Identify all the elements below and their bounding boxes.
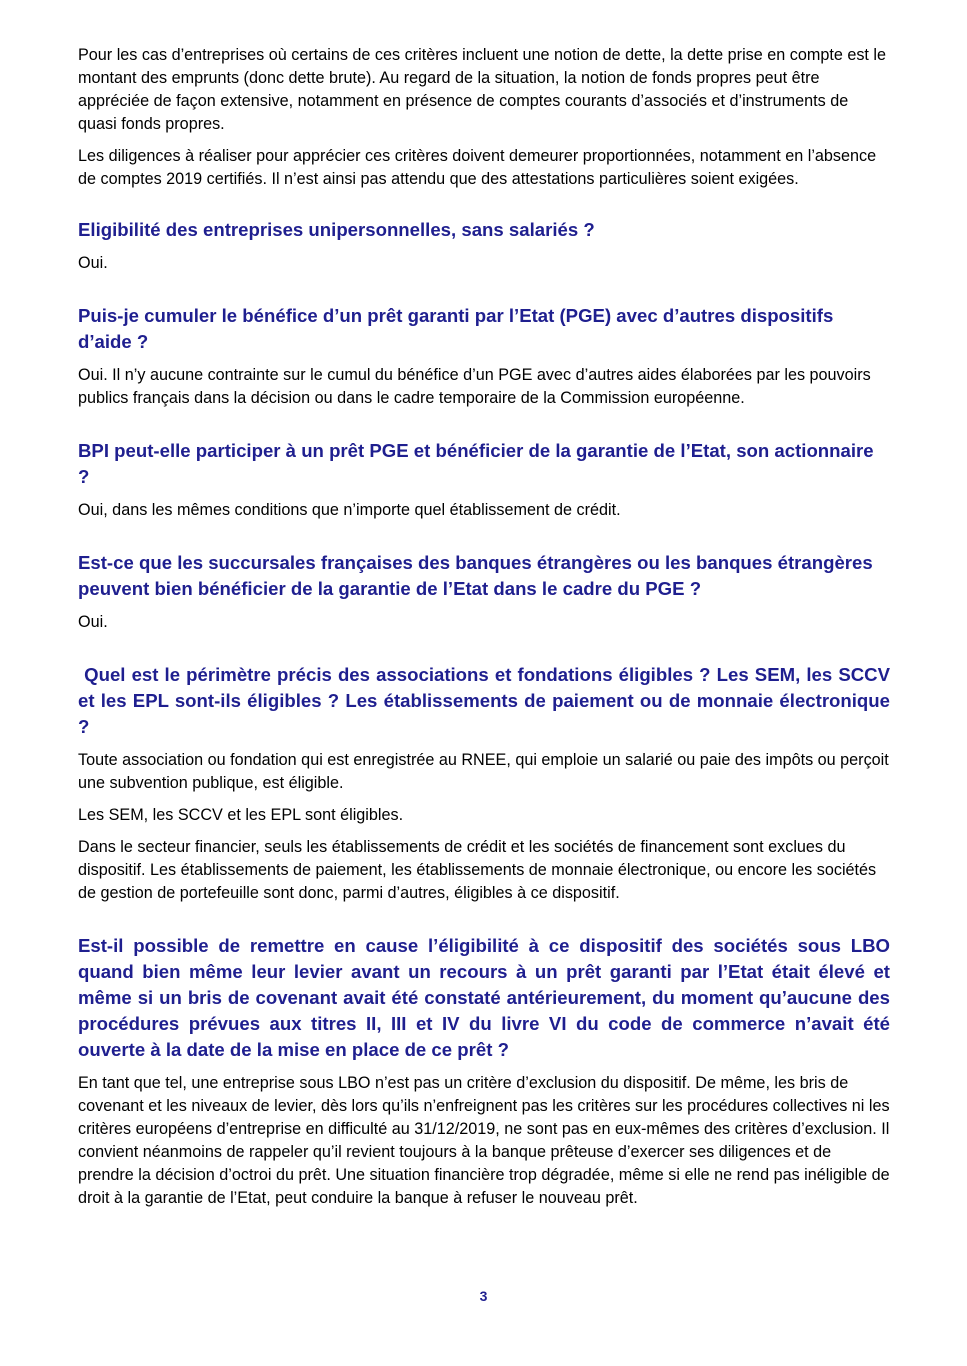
answer-succursales: Oui. [78,613,108,631]
answer-entreprises-unipersonnelles: Oui. [78,254,108,272]
paragraph-dette: Pour les cas d’entreprises où certains de ces critères incluent une notion de dette, la dette prise en compte est le montant des emprunts (donc dette brute). Au regard de la situation, la notion de fonds propres peut être appréciée de façon extensive, notamment en présence de comptes courants d’associés et d’instruments de quasi fonds propres. [78,46,887,133]
paragraph-diligences: Les diligences à réaliser pour apprécier ces critères doivent demeurer proportionnées, notamment en l’absence de comptes 2019 certifiés. Il n’est ainsi pas attendu que des attestations particulières soient exigées. [78,147,877,188]
page-number: 3 [479,1288,488,1304]
question-bpi: BPI peut-elle participer à un prêt PGE et bénéficier de la garantie de l’Etat, son actionnaire ? [78,440,874,487]
answer-cumul-pge: Oui. Il n’y aucune contrainte sur le cumul du bénéfice d’un PGE avec d’autres aides élaborées par les pouvoirs publics français dans la décision ou dans le cadre temporaire de la Commission européenne. [78,366,871,407]
question-associations: Quel est le périmètre précis des associations et fondations éligibles ? Les SEM, les SCCV et les EPL sont-ils éligibles ? Les établissements de paiement ou de monnaie électronique ? [78,664,896,737]
question-cumul-pge: Puis-je cumuler le bénéfice d’un prêt garanti par l’Etat (PGE) avec d’autres dispositifs d’aide ? [78,305,834,352]
answer-associations-1: Toute association ou fondation qui est enregistrée au RNEE, qui emploie un salarié ou paie des impôts ou perçoit une subvention publique, est éligible. [78,751,889,792]
answer-lbo: En tant que tel, une entreprise sous LBO n’est pas un critère d’exclusion du dispositif. De même, les bris de covenant et les niveaux de levier, dès lors qu’ils n’enfreignent pas les critères sur les procédures collectives ni les critères européens d’entreprise en difficulté au 31/12/2019, ne sont pas en eux-mêmes des critères d’exclusion. Il convient néanmoins de rappeler qu’il revient toujours à la banque prêteuse d’exercer ses diligences et de prendre la décision d’octroi du prêt. Une situation financière trop dégradée, même si elle ne rend pas inéligible de droit à la garantie de l’Etat, peut conduire la banque à refuser le nouveau prêt. [78,1074,890,1207]
answer-bpi: Oui, dans les mêmes conditions que n’importe quel établissement de crédit. [78,501,621,519]
question-entreprises-unipersonnelles: Eligibilité des entreprises unipersonnelles, sans salariés ? [78,219,595,240]
question-lbo: Est-il possible de remettre en cause l’éligibilité à ce dispositif des sociétés sous LBO quand bien même leur levier avant un recours à un prêt garanti par l’Etat était élevé et même si un bris de covenant avait été constaté antérieurement, du moment qu’aucune des procédures prévues aux titres II, III et IV du livre VI du code de commerce n’avait été ouverte à la date de la mise en place de ce prêt ? [78,935,890,1060]
answer-associations-2: Les SEM, les SCCV et les EPL sont éligibles. [78,806,404,824]
question-succursales: Est-ce que les succursales françaises des banques étrangères ou les banques étrangères peuvent bien bénéficier de la garantie de l’Etat dans le cadre du PGE ? [78,552,873,599]
document-page [78,44,896,1219]
answer-associations-3: Dans le secteur financier, seuls les établissements de crédit et les sociétés de financement sont exclues du dispositif. Les établissements de paiement, les établissements de monnaie électronique, ou encore les sociétés de gestion de portefeuille sont donc, parmi d’autres, éligibles à ce dispositif. [78,838,877,902]
